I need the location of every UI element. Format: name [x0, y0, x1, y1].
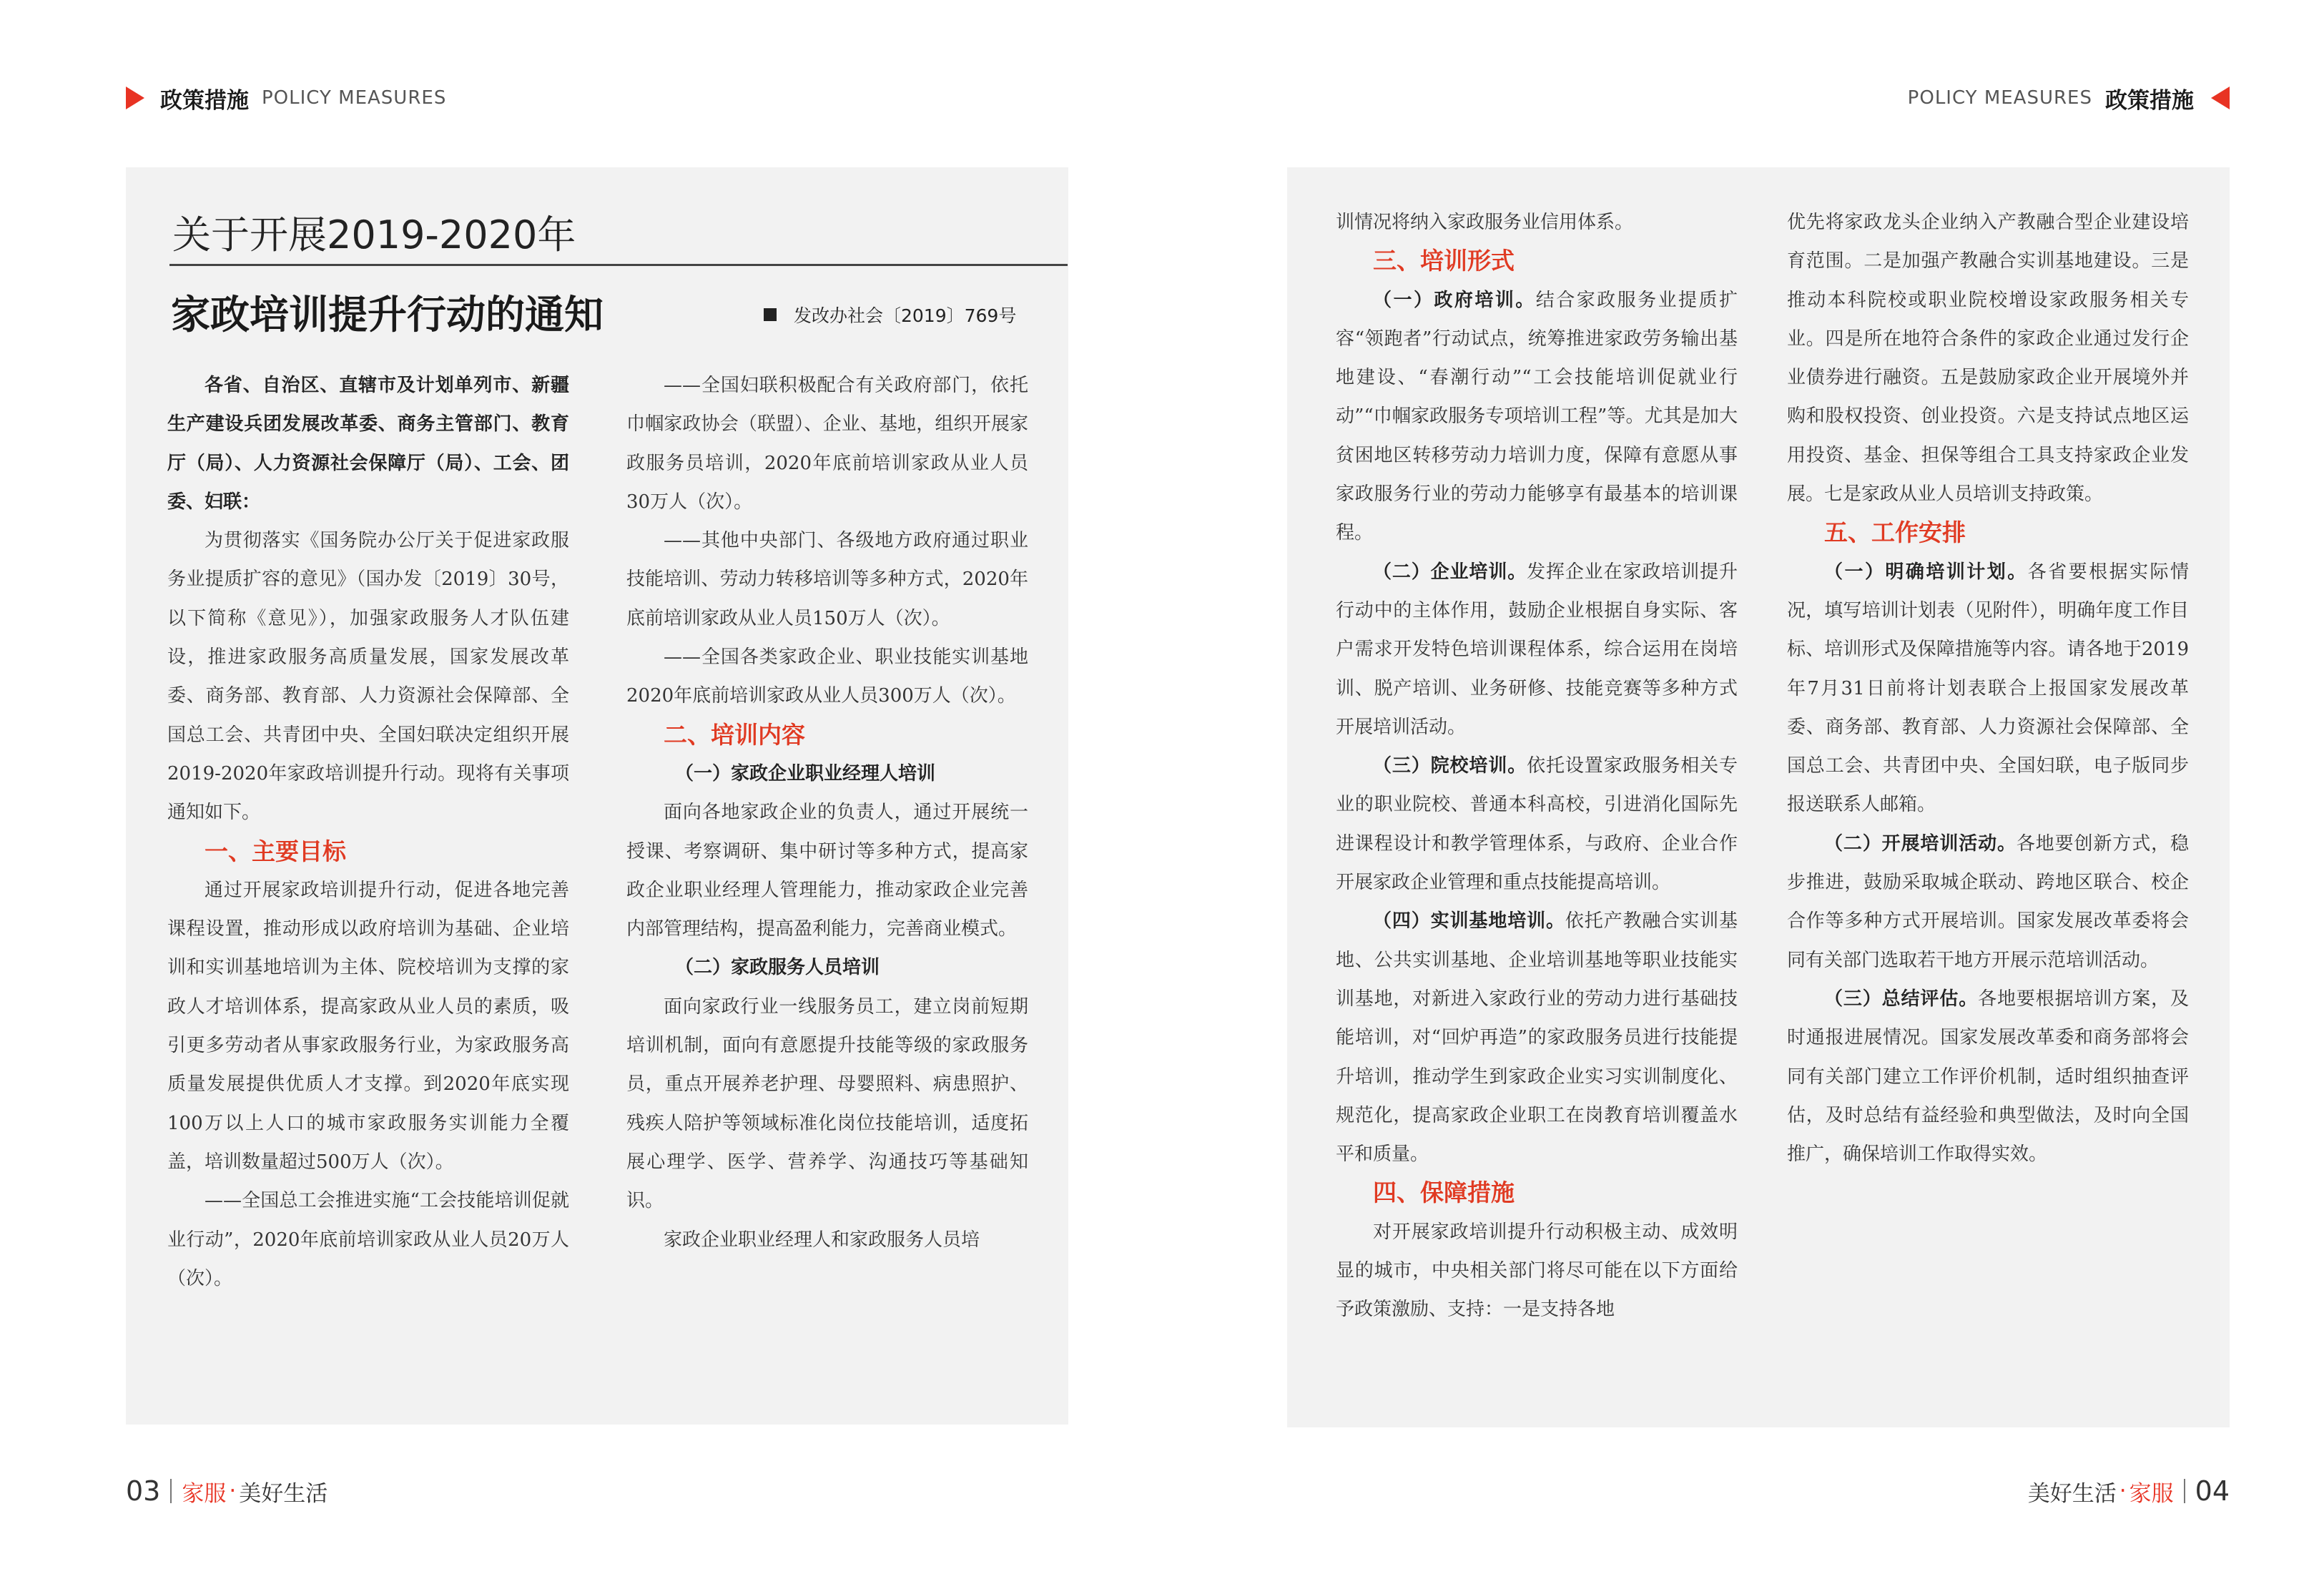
- paragraph: 家政企业职业经理人和家政服务人员培: [664, 1229, 980, 1251]
- item-lead: （二）企业培训。: [1373, 561, 1527, 583]
- title-divider: [169, 264, 1068, 266]
- paragraph: 通过开展家政培训提升行动，促进各地完善课程设置，推动形成以政府培训为基础、企业培训和实训基地培训为主体、院校培训为支撑的家政人才培训体系，提高家政从业人员的素质，吸引更多劳动者从事家政服务行业，为家政服务高质量发展提供优质人才支撑。到2020年底实现100万以上人口的城市家政服务实训能力全覆盖，培训数量超过500万人（次）。: [167, 879, 569, 1173]
- document-number-text: 发改办社会〔2019〕769号: [794, 305, 1017, 326]
- paragraph: ——全国妇联积极配合有关政府部门，依托巾帼家政协会（联盟）、企业、基地，组织开展家政服务员培训，2020年底前培训家政从业人员30万人（次）。: [626, 375, 1028, 513]
- item-text: 各地要创新方式，稳步推进，鼓励采取城企联动、跨地区联合、校企合作等多种方式开展培训。国家发展改革委将会同有关部门选取若干地方开展示范培训活动。: [1787, 832, 2189, 971]
- item-text: 结合家政服务业提质扩容“领跑者”行动试点，统筹推进家政劳务输出基地建设、“春潮行动”“工会技能培训促就业行动”“巾帼家政服务专项培训工程”等。尤其是加大贫困地区转移劳动力培训力度，保障有意愿从事家政服务行业的劳动力能够享有最基本的培训课程。: [1336, 289, 1738, 544]
- subsection-heading: （一）家政企业职业经理人培训: [675, 762, 936, 784]
- section-heading: 三、培训形式: [1373, 247, 1515, 275]
- item-lead: （三）总结评估。: [1824, 988, 1979, 1010]
- section-label-cn: 政策措施: [160, 87, 249, 114]
- item-text: 发挥企业在家政培训提升行动中的主体作用，鼓励企业根据自身实际、客户需求开发特色培训课程体系，综合运用在岗培训、脱产培训、业务研修、技能竞赛等多种方式开展培训活动。: [1336, 561, 1738, 738]
- paragraph: 优先将家政龙头企业纳入产教融合型企业建设培育范围。二是加强产教融合实训基地建设。三是推动本科院校或职业院校增设家政服务相关专业。四是所在地符合条件的家政企业通过发行企业债券进行融资。五是鼓励家政企业开展境外并购和股权投资、创业投资。六是支持试点地区运用投资、基金、担保等组合工具支持家政企业发展。七是家政从业人员培训支持政策。: [1787, 212, 2189, 506]
- text-column-2: [626, 366, 1028, 1259]
- section-label-en: POLICY MEASURES: [1907, 87, 2092, 109]
- article-title-line1: 关于开展2019-2020年: [172, 212, 576, 257]
- triangle-right-icon: [126, 87, 144, 109]
- paragraph: [1336, 553, 1738, 747]
- footer-right: [2028, 1473, 2230, 1509]
- text-column-1: [167, 366, 569, 1298]
- addressees: 各省、自治区、直辖市及计划单列市、新疆生产建设兵团发展改革委、商务主管部门、教育厅（局）、人力资源社会保障厅（局）、工会、团委、妇联：: [167, 375, 569, 513]
- left-page-panel: [126, 167, 1068, 1425]
- item-text: 各地要根据培训方案，及时通报进展情况。国家发展改革委和商务部将会同有关部门建立工作评价机制，适时组织抽查评估，及时总结有益经验和典型做法，及时向全国推广，确保培训工作取得实效。: [1787, 988, 2189, 1166]
- paragraph: ——其他中央部门、各级地方政府通过职业技能培训、劳动力转移培训等多种方式，2020年底前培训家政从业人员150万人（次）。: [626, 530, 1028, 629]
- page-number: 03: [126, 1475, 161, 1507]
- paragraph: [1787, 980, 2189, 1174]
- section-heading: 一、主要目标: [205, 837, 346, 865]
- item-text: 各省要根据实际情况，填写培训计划表（见附件），明确年度工作目标、培训形式及保障措施等内容。请各地于2019年7月31日前将计划表联合上报国家发展改革委、商务部、教育部、人力资源社会保障部、全国总工会、共青团中央、全国妇联，电子版同步报送联系人邮箱。: [1787, 561, 2189, 816]
- paragraph: 面向家政行业一线服务员工，建立岗前短期培训机制，面向有意愿提升技能等级的家政服务员，重点开展养老护理、母婴照料、病患照护、残疾人陪护等领域标准化岗位技能培训，适度拓展心理学、医学、营养学、沟通技巧等基础知识。: [626, 995, 1028, 1212]
- magazine-tagline: 美好生活: [2027, 1480, 2117, 1507]
- header-left: [126, 80, 446, 116]
- paragraph: [1787, 553, 2189, 825]
- section-heading: 二、培训内容: [664, 720, 805, 749]
- item-text: 依托产教融合实训基地、公共实训基地、企业培训基地等职业技能实训基地，对新进入家政行业的劳动力进行基础技能培训，对“回炉再造”的家政服务员进行技能提升培训，推动学生到家政企业实习实训制度化、规范化，提高家政企业职工在岗教育培训覆盖水平和质量。: [1336, 910, 1738, 1166]
- paragraph: 对开展家政培训提升行动积极主动、成效明显的城市，中央相关部门将尽可能在以下方面给予政策激励、支持：一是支持各地: [1336, 1221, 1738, 1321]
- square-bullet-icon: [764, 308, 777, 321]
- section-heading: 五、工作安排: [1824, 518, 1966, 547]
- footer-dot: ·: [229, 1478, 237, 1504]
- paragraph: ——全国总工会推进实施“工会技能培训促就业行动”，2020年底前培训家政从业人员20万人（次）。: [167, 1190, 569, 1289]
- item-lead: （四）实训基地培训。: [1373, 910, 1565, 933]
- paragraph: [1336, 902, 1738, 1174]
- item-lead: （三）院校培训。: [1373, 755, 1527, 777]
- paragraph: 面向各地家政企业的负责人，通过开展统一授课、考察调研、集中研讨等多种方式，提高家政企业职业经理人管理能力，推动家政企业完善内部管理结构，提高盈利能力，完善商业模式。: [626, 802, 1028, 940]
- footer-divider: [170, 1479, 172, 1503]
- page-number: 04: [2195, 1475, 2230, 1507]
- document-number: [764, 302, 1016, 328]
- item-text: 依托设置家政服务相关专业的职业院校、普通本科高校，引进消化国际先进课程设计和教学管理体系，与政府、企业合作开展家政企业管理和重点技能提高培训。: [1336, 755, 1738, 894]
- right-page-panel: [1287, 167, 2230, 1427]
- section-heading: 四、保障措施: [1373, 1179, 1515, 1207]
- magazine-name: 家服: [182, 1480, 227, 1507]
- header-right: [1908, 80, 2230, 116]
- magazine-name: 家服: [2129, 1480, 2174, 1507]
- subsection-heading: （二）家政服务人员培训: [675, 957, 880, 979]
- intro-paragraph: 为贯彻落实《国务院办公厅关于促进家政服务业提质扩容的意见》（国办发〔2019〕30号，以下简称《意见》），加强家政服务人才队伍建设，推进家政服务高质量发展，国家发展改革委、商务部、教育部、人力资源社会保障部、全国总工会、共青团中央、全国妇联决定组织开展2019-2020年家政培训提升行动。现将有关事项通知如下。: [167, 530, 569, 824]
- text-column-4: [1787, 203, 2189, 1174]
- item-lead: （一）政府培训。: [1373, 289, 1536, 311]
- paragraph: 训情况将纳入家政服务业信用体系。: [1336, 212, 1634, 233]
- paragraph: ——全国各类家政企业、职业技能实训基地2020年底前培训家政从业人员300万人（次）。: [626, 646, 1028, 707]
- item-lead: （一）明确培训计划。: [1824, 561, 2028, 583]
- paragraph: [1787, 825, 2189, 980]
- section-label-cn: 政策措施: [2105, 87, 2194, 114]
- text-column-3: [1336, 203, 1738, 1329]
- footer-divider: [2184, 1479, 2185, 1503]
- magazine-tagline: 美好生活: [239, 1480, 328, 1507]
- paragraph: [1336, 281, 1738, 553]
- article-title-line2: 家政培训提升行动的通知: [171, 292, 604, 338]
- triangle-left-icon: [2211, 87, 2230, 109]
- footer-dot: ·: [2119, 1478, 2127, 1504]
- section-label-en: POLICY MEASURES: [262, 87, 447, 109]
- footer-left: [126, 1473, 328, 1509]
- item-lead: （二）开展培训活动。: [1824, 832, 2017, 855]
- paragraph: [1336, 747, 1738, 902]
